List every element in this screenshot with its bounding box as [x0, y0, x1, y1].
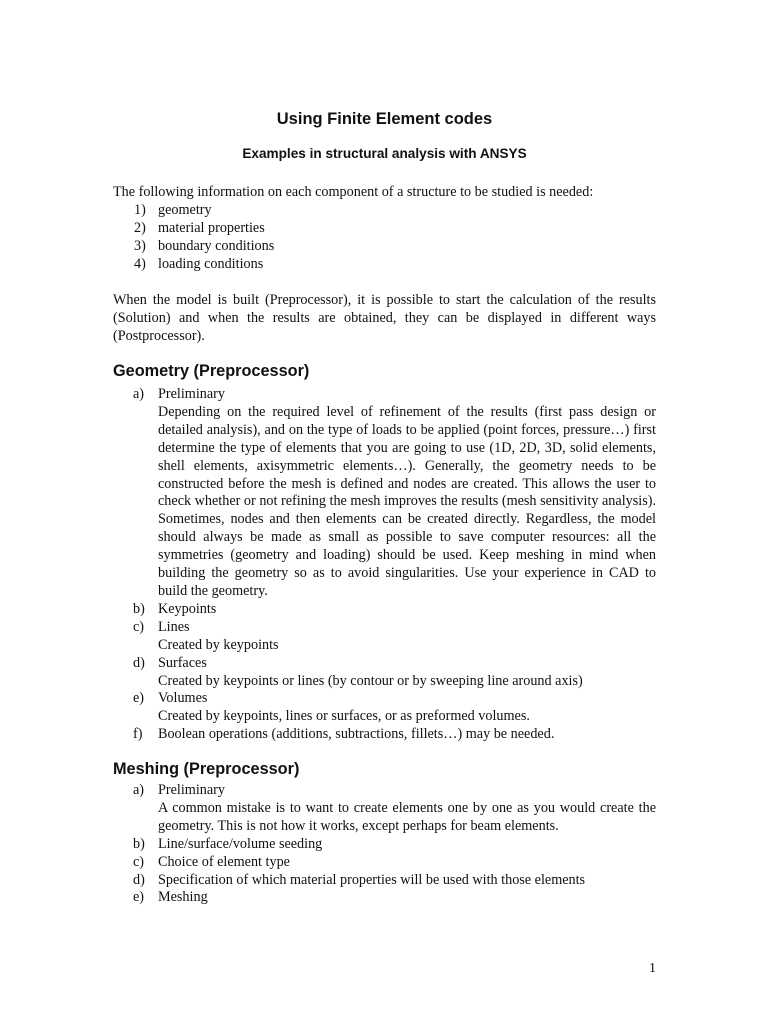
list-item	[113, 220, 656, 238]
meshing-section	[113, 782, 656, 907]
list-item	[113, 726, 656, 744]
geometry-section-heading: Geometry (Preprocessor)	[113, 362, 310, 380]
list-marker: d)	[133, 654, 145, 671]
list-marker: c)	[133, 618, 145, 635]
meshing-section-heading: Meshing (Preprocessor)	[113, 760, 300, 778]
list-item-title: Volumes	[158, 690, 208, 707]
list-marker: b)	[133, 835, 145, 852]
list-item	[113, 386, 656, 601]
list-item-text: boundary conditions	[158, 237, 275, 254]
list-item-title: Meshing	[158, 889, 208, 906]
meshing-steps-list	[113, 782, 656, 907]
list-item-text: geometry	[158, 201, 212, 218]
intro-block	[113, 184, 656, 274]
list-item-description: Created by keypoints, lines or surfaces, or as preformed volumes.	[158, 708, 530, 725]
document-page	[113, 0, 656, 1024]
list-marker: 1)	[134, 201, 146, 218]
list-item-title: Line/surface/volume seeding	[158, 835, 323, 852]
list-marker: e)	[133, 690, 145, 707]
list-item	[113, 619, 656, 655]
geometry-section	[113, 386, 656, 744]
model-paragraph-block	[113, 292, 656, 346]
list-item-title: Surfaces	[158, 654, 207, 671]
list-item	[113, 655, 656, 691]
list-marker: a)	[133, 782, 145, 798]
list-item-title: Keypoints	[158, 600, 217, 617]
intro-paragraph: The following information on each component of a structure to be studied is needed:	[113, 184, 594, 200]
list-item	[113, 854, 656, 872]
list-marker: b)	[133, 600, 145, 617]
list-item-title: Lines	[158, 618, 190, 635]
list-marker: d)	[133, 871, 145, 888]
list-item-description: Created by keypoints	[158, 636, 279, 653]
list-marker: a)	[133, 386, 145, 402]
document-subtitle: Examples in structural analysis with ANSYS	[242, 146, 527, 161]
list-item	[113, 690, 656, 726]
needed-information-list	[113, 202, 656, 274]
list-item-description: A common mistake is to want to create elements one by one as you would create the geometry. This is not how it works, except perhaps for beam elements.	[158, 799, 656, 834]
list-item	[113, 889, 656, 907]
list-item-title: Boolean operations (additions, subtractions, fillets…) may be needed.	[158, 726, 555, 743]
list-item	[113, 836, 656, 854]
list-marker: c)	[133, 853, 145, 870]
list-item-title: Preliminary	[158, 782, 225, 798]
list-item	[113, 782, 656, 836]
list-item-title: Preliminary	[158, 386, 225, 402]
list-marker: 4)	[134, 255, 146, 272]
list-item-text: loading conditions	[158, 255, 264, 272]
list-item	[113, 256, 656, 274]
document-title: Using Finite Element codes	[276, 110, 493, 128]
model-paragraph: When the model is built (Preprocessor), it is possible to start the calculation of the results (Solution) and when the results are obtained, they can be displayed in different ways (Postprocessor).	[113, 292, 656, 344]
list-item-description: Depending on the required level of refinement of the results (first pass design or detailed analysis), and on the type of loads to be applied (point forces, pressure…) first determine the type of elements that you are going to use (1D, 2D, 3D, solid elements, shell elements, axisymmetric elements…). Generally, the geometry needs to be constructed before the mesh is defined and nodes are created. This allows the user to check whether or not refining the mesh improves the results (mesh sensitivity analysis). Sometimes, nodes and then elements can be created directly. Regardless, the model should always be made as small as possible to save computer resources: all the symmetries (geometry and loading) should be used. Keep meshing in mind when building the geometry so as to avoid singularities. Use your experience in CAD to build the geometry.	[158, 403, 656, 599]
list-item	[113, 202, 656, 220]
page-number: 1	[649, 961, 656, 976]
list-item-title: Choice of element type	[158, 853, 290, 870]
list-item	[113, 872, 656, 890]
list-marker: 3)	[134, 237, 146, 254]
list-marker: f)	[133, 726, 143, 743]
list-item-text: material properties	[158, 219, 265, 236]
list-item	[113, 601, 656, 619]
list-marker: e)	[133, 889, 145, 906]
list-item-title: Specification of which material properties will be used with those elements	[158, 871, 586, 888]
list-item-description: Created by keypoints or lines (by contour or by sweeping line around axis)	[158, 672, 583, 689]
geometry-steps-list	[113, 386, 656, 744]
list-marker: 2)	[134, 219, 146, 236]
list-item	[113, 238, 656, 256]
